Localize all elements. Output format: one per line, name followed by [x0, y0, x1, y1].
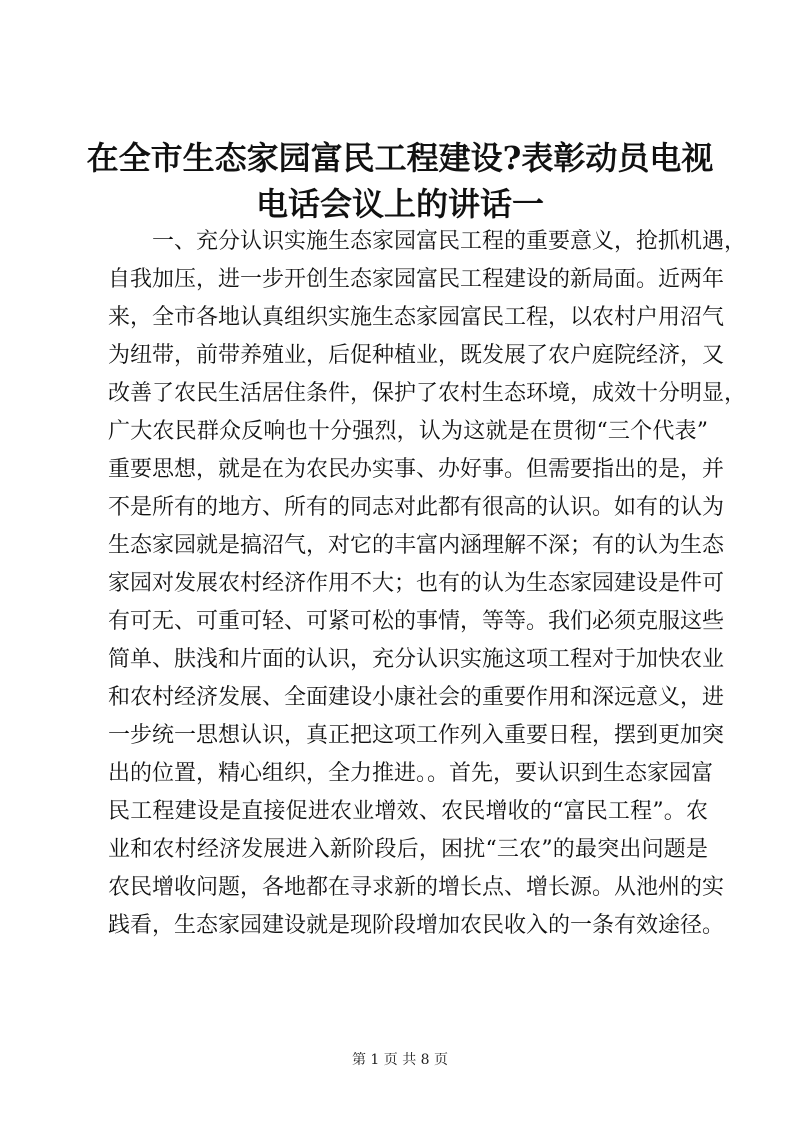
- title-line-2: 电话会议上的讲话一: [255, 185, 544, 223]
- body-line: 一、充分认识实施生态家园富民工程的重要意义，抢抓机遇，: [152, 229, 747, 254]
- title-line-1: 在全市生态家园富民工程建设?表彰动员电视: [86, 139, 714, 177]
- body-line: 和农村经济发展、全面建设小康社会的重要作用和深远意义，进: [108, 685, 725, 710]
- body-line: 生态家园就是搞沼气，对它的丰富内涵理解不深；有的认为生态: [108, 533, 725, 558]
- document-title: [80, 135, 720, 227]
- body-line: 践看，生态家园建设就是现阶段增加农民收入的一条有效途径。: [108, 913, 725, 938]
- body-line: 业和农村经济发展进入新阶段后，困扰“三农”的最突出问题是: [108, 837, 708, 862]
- document-body: [108, 223, 747, 945]
- body-line: 出的位置，精心组织，全力推进。。首先，要认识到生态家园富: [108, 761, 714, 786]
- body-line: 一步统一思想认识，真正把这项工作列入重要日程，摆到更加突: [108, 723, 725, 748]
- body-line: 农民增收问题，各地都在寻求新的增长点、增长源。从池州的实: [108, 875, 725, 900]
- body-line: 重要思想，就是在为农民办实事、办好事。但需要指出的是，并: [108, 457, 725, 482]
- page-footer: 第 1 页 共 8 页: [351, 1052, 449, 1068]
- body-line: 为纽带，前带养殖业，后促种植业，既发展了农户庭院经济，又: [108, 343, 725, 368]
- body-line: 广大农民群众反响也十分强烈，认为这就是在贯彻“三个代表”: [108, 419, 708, 444]
- body-line: 不是所有的地方、所有的同志对此都有很高的认识。如有的认为: [108, 495, 725, 520]
- body-line: 改善了农民生活居住条件，保护了农村生态环境，成效十分明显，: [108, 381, 747, 406]
- body-line: 简单、肤浅和片面的认识，充分认识实施这项工程对于加快农业: [108, 647, 725, 672]
- body-line: 自我加压，进一步开创生态家园富民工程建设的新局面。近两年: [108, 267, 725, 292]
- body-line: 家园对发展农村经济作用不大；也有的认为生态家园建设是件可: [108, 571, 725, 596]
- body-line: 有可无、可重可轻、可紧可松的事情，等等。我们必须克服这些: [108, 609, 725, 634]
- body-line: 民工程建设是直接促进农业增效、农民增收的“富民工程”。农: [108, 799, 708, 824]
- body-line: 来，全市各地认真组织实施生态家园富民工程，以农村户用沼气: [108, 305, 725, 330]
